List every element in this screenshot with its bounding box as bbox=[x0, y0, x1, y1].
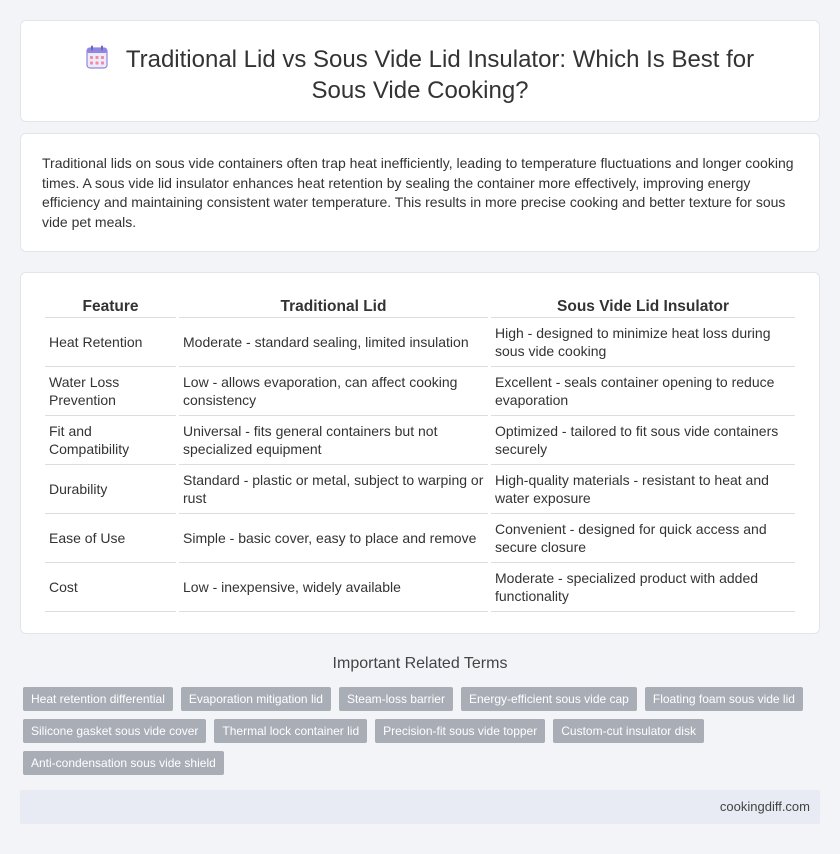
header-sous-vide-lid-insulator: Sous Vide Lid Insulator bbox=[491, 296, 795, 318]
insulator-cell: High - designed to minimize heat loss during sous vide cooking bbox=[491, 318, 795, 367]
feature-cell: Water Loss Prevention bbox=[45, 367, 176, 416]
page-title: Traditional Lid vs Sous Vide Lid Insulator: Which Is Best for Sous Vide Cooking? bbox=[125, 46, 755, 104]
related-term-tag[interactable]: Heat retention differential bbox=[23, 687, 173, 711]
table-row bbox=[45, 367, 795, 416]
header-traditional-lid: Traditional Lid bbox=[179, 296, 488, 318]
feature-cell: Cost bbox=[45, 563, 176, 612]
feature-cell: Fit and Compatibility bbox=[45, 416, 176, 465]
related-term-tag[interactable]: Custom-cut insulator disk bbox=[553, 719, 704, 743]
feature-cell: Durability bbox=[45, 465, 176, 514]
related-term-tag[interactable]: Evaporation mitigation lid bbox=[181, 687, 331, 711]
comparison-card bbox=[20, 272, 820, 634]
traditional-cell: Low - allows evaporation, can affect cooking consistency bbox=[179, 367, 488, 416]
table-row bbox=[45, 318, 795, 367]
insulator-cell: Moderate - specialized product with added functionality bbox=[491, 563, 795, 612]
table-row bbox=[45, 563, 795, 612]
calendar-icon bbox=[86, 45, 108, 76]
comparison-table bbox=[42, 296, 798, 612]
header-card bbox=[20, 20, 820, 122]
intro-paragraph: Traditional lids on sous vide containers often trap heat inefficiently, leading to temperature fluctuations and longer cooking times. A sous vide lid insulator enhances heat retention by sealing the container more effectively, improving energy efficiency and maintaining consistent water temperature. This results in more precise cooking and better texture for sous vide pet meals. bbox=[42, 155, 794, 230]
related-term-tag[interactable]: Floating foam sous vide lid bbox=[645, 687, 803, 711]
insulator-cell: Excellent - seals container opening to reduce evaporation bbox=[491, 367, 795, 416]
traditional-cell: Standard - plastic or metal, subject to warping or rust bbox=[179, 465, 488, 514]
related-term-tag[interactable]: Steam-loss barrier bbox=[339, 687, 453, 711]
table-row bbox=[45, 514, 795, 563]
intro-card bbox=[20, 133, 820, 252]
traditional-cell: Low - inexpensive, widely available bbox=[179, 563, 488, 612]
related-term-tag[interactable]: Thermal lock container lid bbox=[214, 719, 367, 743]
insulator-cell: Optimized - tailored to fit sous vide containers securely bbox=[491, 416, 795, 465]
related-term-tag[interactable]: Precision-fit sous vide topper bbox=[375, 719, 545, 743]
traditional-cell: Simple - basic cover, easy to place and remove bbox=[179, 514, 488, 563]
traditional-cell: Moderate - standard sealing, limited insulation bbox=[179, 318, 488, 367]
table-row bbox=[45, 416, 795, 465]
traditional-cell: Universal - fits general containers but not specialized equipment bbox=[179, 416, 488, 465]
related-term-tag[interactable]: Anti-condensation sous vide shield bbox=[23, 751, 224, 775]
insulator-cell: Convenient - designed for quick access and secure closure bbox=[491, 514, 795, 563]
feature-cell: Heat Retention bbox=[45, 318, 176, 367]
table-header-row bbox=[45, 296, 795, 318]
insulator-cell: High-quality materials - resistant to heat and water exposure bbox=[491, 465, 795, 514]
feature-cell: Ease of Use bbox=[45, 514, 176, 563]
related-term-tag[interactable]: Silicone gasket sous vide cover bbox=[23, 719, 206, 743]
page-title-wrap bbox=[61, 45, 779, 105]
related-terms-list bbox=[23, 687, 813, 775]
footer-site-link[interactable]: cookingdiff.com bbox=[719, 799, 810, 814]
related-terms-title: Important Related Terms bbox=[332, 655, 508, 672]
header-feature: Feature bbox=[45, 296, 176, 318]
table-row bbox=[45, 465, 795, 514]
related-term-tag[interactable]: Energy-efficient sous vide cap bbox=[461, 687, 637, 711]
footer bbox=[20, 790, 820, 824]
